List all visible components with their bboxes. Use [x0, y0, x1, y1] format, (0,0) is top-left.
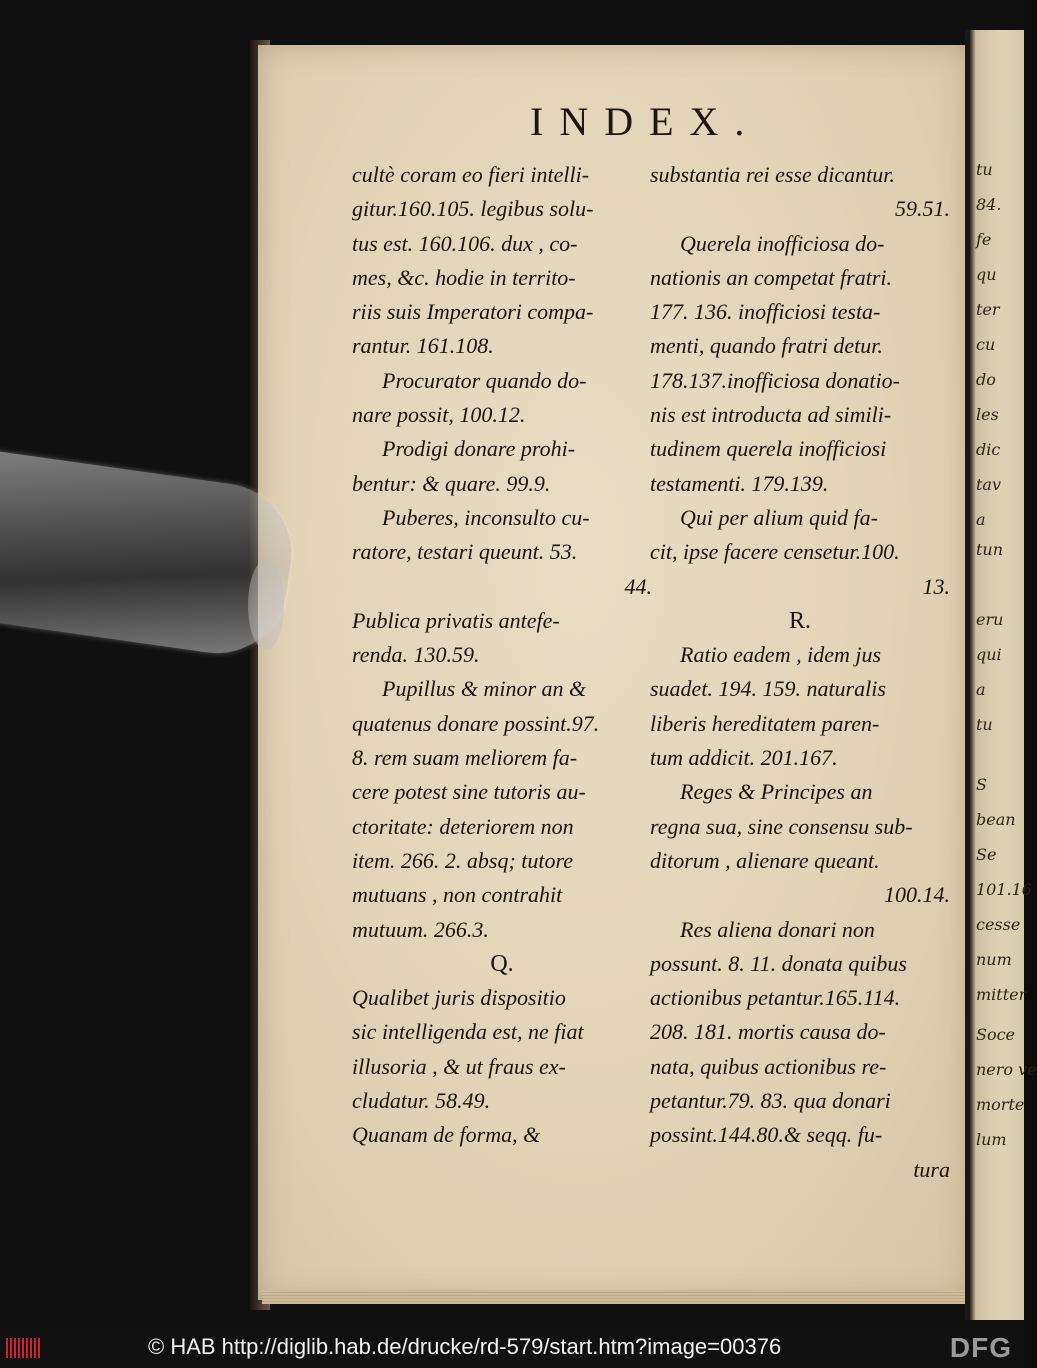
text-line: illusoria , & ut fraus ex- [352, 1053, 566, 1079]
text-line: substantia rei esse dicantur. [650, 162, 895, 187]
text-line: Querela inofficiosa do- [680, 230, 885, 256]
right-page-text: tu [976, 715, 993, 734]
right-page-text: les [976, 405, 999, 424]
section-letter: Q. [490, 950, 514, 977]
text-line: renda. 130.59. [352, 642, 480, 668]
right-page-text: a [976, 510, 986, 529]
text-line: tura [913, 1156, 950, 1182]
text-line: cit, ipse facere censetur.100. [650, 539, 900, 565]
text-line: tus est. 160.106. dux , co- [352, 230, 578, 256]
right-page-text: fe [976, 230, 992, 249]
page-edges [262, 1290, 967, 1304]
text-line: Reges & Principes an [680, 779, 873, 805]
page-title: INDEX. [530, 99, 761, 144]
text-line: 178.137.inofficiosa donatio- [650, 367, 900, 393]
right-page-text: 101.16 [976, 880, 1032, 899]
right-page-text: cesse [976, 915, 1021, 934]
dfg-logo: DFG [949, 1332, 1012, 1363]
right-page-text: dic [976, 440, 1001, 459]
text-line: Pupillus & minor an & [382, 676, 587, 702]
text-line: item. 266. 2. absq; tutore [352, 847, 573, 873]
right-page-text: lum [976, 1130, 1007, 1149]
right-page-text: bean [976, 810, 1016, 829]
text-line: Procurator quando do- [382, 367, 587, 393]
barcode-icon [6, 1338, 42, 1358]
text-line: Prodigi donare prohi- [382, 436, 576, 462]
text-line: mes, &c. hodie in territo- [352, 264, 576, 290]
right-page-text: morte [976, 1095, 1025, 1114]
text-line: tum addicit. 201.167. [650, 745, 838, 771]
text-line: cultè coram eo fieri intelli- [352, 162, 590, 187]
right-page-text: tav [976, 475, 1002, 494]
text-line: 13. [922, 573, 950, 599]
text-line: cludatur. 58.49. [352, 1088, 491, 1114]
text-line: Qui per alium quid fa- [680, 504, 878, 530]
text-line: nata, quibus actionibus re- [650, 1053, 887, 1079]
footer-copyright-link[interactable]: © HAB http://diglib.hab.de/drucke/rd-579/start.htm?image=00376 [148, 1334, 782, 1359]
text-line: 208. 181. mortis causa do- [650, 1019, 886, 1045]
text-line: rantur. 161.108. [352, 333, 494, 359]
text-line: mutuum. 266.3. [352, 916, 489, 942]
text-line: gitur.160.105. legibus solu- [352, 196, 594, 222]
text-line: 100.14. [884, 882, 950, 908]
text-line: ditorum , alienare queant. [650, 847, 880, 873]
text-line: Puberes, inconsulto cu- [382, 504, 590, 530]
text-line: 44. [624, 573, 652, 599]
right-page-text: Soce [976, 1025, 1016, 1044]
text-line: testamenti. 179.139. [650, 470, 829, 496]
text-line: 177. 136. inofficiosi testa- [650, 299, 881, 325]
clamp-edge [248, 560, 284, 650]
right-page-text: Se [976, 845, 997, 864]
right-text-column [650, 158, 950, 1187]
right-page-text: nero ve [976, 1060, 1037, 1079]
text-line: nationis an competat fratri. [650, 264, 892, 290]
right-page-text: ter [976, 300, 1000, 319]
right-page-text: do [976, 370, 996, 389]
text-line: sic intelligenda est, ne fiat [352, 1019, 584, 1045]
text-line: 8. rem suam meliorem fa- [352, 745, 578, 771]
right-page-text: qui [976, 645, 1002, 664]
text-line: nare possit, 100.12. [352, 402, 526, 428]
text-line: menti, quando fratri detur. [650, 333, 883, 359]
text-line: liberis hereditatem paren- [650, 710, 880, 736]
text-line: ratore, testari queunt. 53. [352, 539, 578, 565]
right-page-text: num [976, 950, 1012, 969]
text-line: tudinem querela inofficiosi [650, 436, 887, 462]
text-line: mutuans , non contrahit [352, 882, 563, 908]
right-page-text: eru [976, 610, 1004, 629]
text-line: regna sua, sine consensu sub- [650, 813, 913, 839]
text-line: suadet. 194. 159. naturalis [650, 676, 886, 702]
right-page-text: a [976, 680, 986, 699]
text-line: Ratio eadem , idem jus [680, 642, 882, 668]
text-line: possunt. 8. 11. donata quibus [650, 950, 907, 976]
right-page-text: tu [976, 160, 993, 179]
text-line: possint.144.80.& seqq. fu- [650, 1122, 883, 1148]
text-line: 59.51. [895, 196, 950, 222]
text-line: nis est introducta ad simili- [650, 402, 892, 428]
text-line: bentur: & quare. 99.9. [352, 470, 551, 496]
right-page-text: S [976, 775, 987, 794]
section-letter: R. [788, 607, 811, 634]
text-line: Quanam de forma, & [352, 1122, 541, 1148]
text-line: cere potest sine tutoris au- [352, 779, 586, 805]
right-page-text: mitter [976, 985, 1027, 1004]
text-line: quatenus donare possint.97. [352, 710, 600, 736]
right-page-text: tun [976, 540, 1004, 559]
text-line: ctoritate: deteriorem non [352, 813, 574, 839]
right-page-text: qu [976, 265, 997, 284]
text-line: Publica privatis antefe- [352, 607, 560, 633]
right-page-text: cu [976, 335, 996, 354]
footer-bar [0, 1328, 1024, 1368]
text-line: Res aliena donari non [680, 916, 875, 942]
left-text-column [352, 158, 652, 1153]
text-line: riis suis Imperatori compa- [352, 299, 594, 325]
text-line: actionibus petantur.165.114. [650, 985, 901, 1011]
text-line: petantur.79. 83. qua donari [650, 1088, 891, 1114]
right-page-text: 84. [976, 195, 1002, 214]
right-page-fragment [970, 30, 1037, 1320]
text-line: Qualibet juris dispositio [352, 985, 566, 1011]
